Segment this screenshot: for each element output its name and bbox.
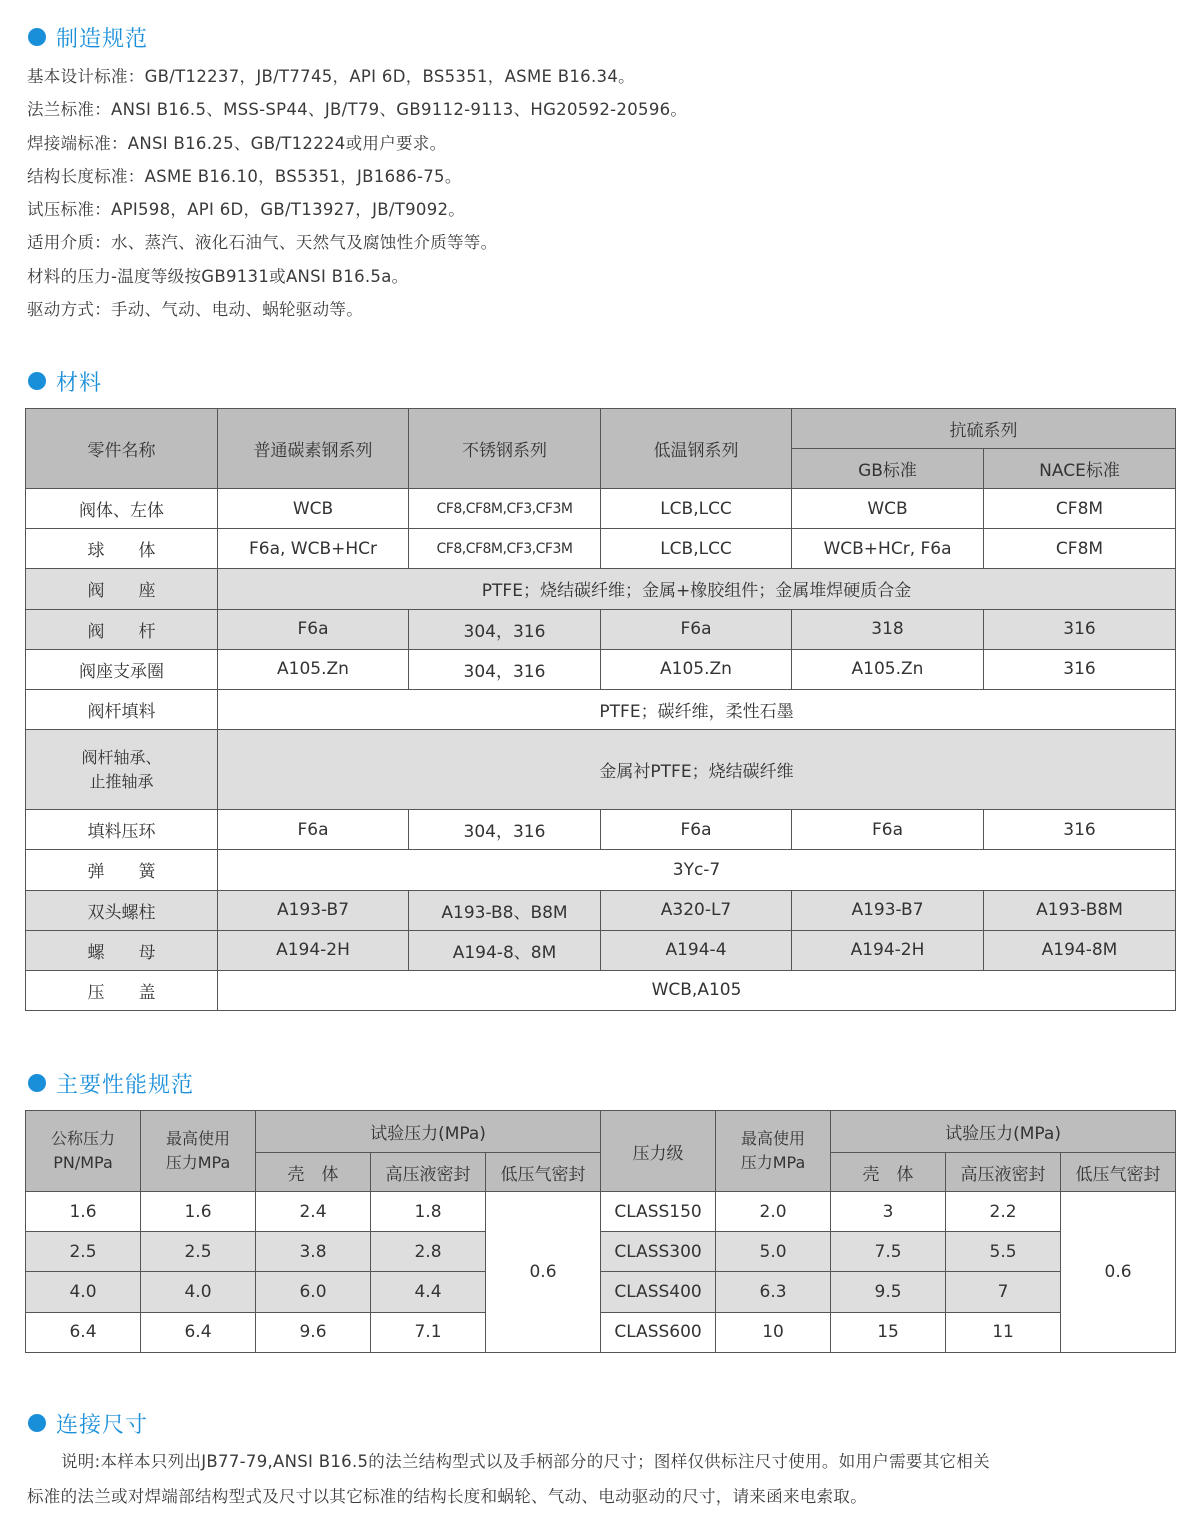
- spec-line: 结构长度标准：ASME B16.10，BS5351，JB1686-75。: [27, 166, 462, 186]
- table-cell: 304，316: [409, 609, 601, 649]
- table-row: [26, 1312, 1176, 1352]
- table-cell: 304，316: [409, 810, 601, 850]
- table-cell: F6a: [218, 609, 409, 649]
- section-title-text: 连接尺寸: [56, 1412, 149, 1438]
- header-line: 最高使用: [741, 1129, 806, 1148]
- section-title-performance: [28, 1068, 194, 1098]
- table-row: [26, 810, 1176, 850]
- spec-line: 驱动方式：手动、气动、电动、蜗轮驱动等。: [27, 300, 363, 320]
- table-cell: CF8,CF8M,CF3,CF3M: [409, 529, 601, 569]
- spec-line: 试压标准：API598，API 6D，GB/T13927，JB/T9092。: [27, 200, 466, 220]
- table-cell-lp-seal: 0.6: [1061, 1192, 1176, 1353]
- table-row: [26, 850, 1176, 890]
- table-row: [26, 930, 1176, 970]
- table-cell: 2.8: [371, 1232, 486, 1272]
- table-row: [26, 890, 1176, 930]
- table-row: [26, 569, 1176, 609]
- table-row: [26, 609, 1176, 649]
- table-cell: 5.5: [946, 1232, 1061, 1272]
- bullet-dot-icon: [28, 1074, 46, 1092]
- header-gb: GB标准: [792, 449, 984, 489]
- header-stainless: 不锈钢系列: [409, 409, 601, 489]
- connection-note: [27, 1444, 1177, 1514]
- table-cell: 阀体、左体: [26, 489, 218, 529]
- table-cell: 316: [984, 649, 1176, 689]
- table-cell: 316: [984, 609, 1176, 649]
- table-cell: 6.0: [256, 1272, 371, 1312]
- header-line: 压力MPa: [740, 1153, 806, 1172]
- table-row: [26, 1272, 1176, 1312]
- table-cell: 4.4: [371, 1272, 486, 1312]
- table-cell: F6a, WCB+HCr: [218, 529, 409, 569]
- table-cell: 球 体: [26, 529, 218, 569]
- note-line-text: 说明:本样本只列出JB77-79,ANSI B16.5的法兰结构型式以及手柄部分的尺寸；图样仅供标注尺寸使用。如用户需要其它相关: [61, 1452, 990, 1471]
- table-cell: F6a: [792, 810, 984, 850]
- table-cell: 6.4: [26, 1312, 141, 1352]
- header-shell: 壳 体: [831, 1153, 946, 1192]
- table-cell: 1.6: [26, 1192, 141, 1232]
- table-cell: 5.0: [716, 1232, 831, 1272]
- header-line: 压力MPa: [165, 1153, 231, 1172]
- header-nace: NACE标准: [984, 449, 1176, 489]
- spec-line: 焊接端标准：ANSI B16.25、GB/T12224或用户要求。: [27, 133, 447, 153]
- table-row: [26, 1232, 1176, 1272]
- table-cell: 4.0: [141, 1272, 256, 1312]
- table-cell: 7.1: [371, 1312, 486, 1352]
- header-sulfur: 抗硫系列: [792, 409, 1176, 449]
- header-max-working-pressure-class: [716, 1111, 831, 1192]
- header-line: 最高使用: [165, 1129, 230, 1148]
- table-cell: 填料压环: [26, 810, 218, 850]
- table-cell: F6a: [601, 810, 792, 850]
- table-cell: 2.5: [141, 1232, 256, 1272]
- table-cell: 2.4: [256, 1192, 371, 1232]
- note-line-text: 标准的法兰或对焊端部结构型式及尺寸以其它标准的结构长度和蜗轮、气动、电动驱动的尺寸，请来函来电索取。: [27, 1487, 867, 1506]
- table-cell: 15: [831, 1312, 946, 1352]
- table-cell: 7.5: [831, 1232, 946, 1272]
- table-cell: 1.8: [371, 1192, 486, 1232]
- table-cell: A194-4: [601, 930, 792, 970]
- spec-line: 适用介质：水、蒸汽、液化石油气、天然气及腐蚀性介质等等。: [27, 233, 498, 253]
- table-cell: 金属衬PTFE；烧结碳纤维: [218, 730, 1176, 810]
- table-cell: WCB: [792, 489, 984, 529]
- section-title-text: 制造规范: [56, 26, 149, 52]
- table-cell: 10: [716, 1312, 831, 1352]
- table-cell: A194-8M: [984, 930, 1176, 970]
- table-cell: [26, 730, 218, 810]
- header-lp-seal: 低压气密封: [1061, 1153, 1176, 1192]
- header-line: 公称压力: [50, 1129, 115, 1148]
- table-row: [26, 649, 1176, 689]
- table-cell: A194-2H: [792, 930, 984, 970]
- table-cell: CLASS300: [601, 1232, 716, 1272]
- bullet-dot-icon: [28, 28, 46, 46]
- table-cell: PTFE；碳纤维，柔性石墨: [218, 689, 1176, 729]
- table-cell: CLASS150: [601, 1192, 716, 1232]
- table-cell: 318: [792, 609, 984, 649]
- table-cell: A193-B7: [792, 890, 984, 930]
- table-cell: CF8M: [984, 529, 1176, 569]
- table-cell: F6a: [218, 810, 409, 850]
- header-lowtemp: 低温钢系列: [601, 409, 792, 489]
- table-cell: 3.8: [256, 1232, 371, 1272]
- table-cell: 弹 簧: [26, 850, 218, 890]
- table-cell: 阀座支承圈: [26, 649, 218, 689]
- header-test-pressure: 试验压力(MPa): [256, 1111, 601, 1153]
- table-cell: A193-B8、B8M: [409, 890, 601, 930]
- spec-line: 基本设计标准：GB/T12237，JB/T7745，API 6D，BS5351，ASME B16.34。: [27, 67, 635, 86]
- table-row: [26, 529, 1176, 569]
- table-cell: 6.3: [716, 1272, 831, 1312]
- section-title-text: 主要性能规范: [56, 1072, 195, 1098]
- header-max-working-pressure: [141, 1111, 256, 1192]
- spec-line: 材料的压力-温度等级按GB9131或ANSI B16.5a。: [27, 266, 409, 286]
- table-cell: LCB,LCC: [601, 489, 792, 529]
- bullet-dot-icon: [28, 1414, 46, 1432]
- material-table: [25, 408, 1176, 1011]
- bullet-dot-icon: [28, 372, 46, 390]
- table-cell: 双头螺柱: [26, 890, 218, 930]
- table-cell: A193-B7: [218, 890, 409, 930]
- header-hp-seal: 高压液密封: [371, 1153, 486, 1192]
- table-cell: PTFE；烧结碳纤维；金属+橡胶组件；金属堆焊硬质合金: [218, 569, 1176, 609]
- table-cell: WCB,A105: [218, 970, 1176, 1010]
- table-cell: CF8M: [984, 489, 1176, 529]
- table-cell: 2.5: [26, 1232, 141, 1272]
- table-cell: 阀 座: [26, 569, 218, 609]
- table-cell-lp-seal: 0.6: [486, 1192, 601, 1353]
- table-row: [26, 1192, 1176, 1232]
- table-cell: 3Yc-7: [218, 850, 1176, 890]
- header-class: 压力级: [601, 1111, 716, 1192]
- table-cell: CF8,CF8M,CF3,CF3M: [409, 489, 601, 529]
- table-cell: A105.Zn: [218, 649, 409, 689]
- table-cell: A105.Zn: [792, 649, 984, 689]
- table-cell: 2.2: [946, 1192, 1061, 1232]
- table-cell: 3: [831, 1192, 946, 1232]
- table-cell: 阀杆填料: [26, 689, 218, 729]
- table-cell: A194-2H: [218, 930, 409, 970]
- section-title-text: 材料: [56, 370, 103, 396]
- table-cell: 9.5: [831, 1272, 946, 1312]
- table-cell: 6.4: [141, 1312, 256, 1352]
- table-header-row: [26, 1111, 1176, 1153]
- header-test-pressure-class: 试验压力(MPa): [831, 1111, 1176, 1153]
- header-line: PN/MPa: [53, 1153, 113, 1172]
- table-header-row: [26, 409, 1176, 449]
- table-cell: 压 盖: [26, 970, 218, 1010]
- table-cell: 316: [984, 810, 1176, 850]
- table-cell: CLASS400: [601, 1272, 716, 1312]
- section-title-connection: [28, 1408, 148, 1438]
- table-row: [26, 689, 1176, 729]
- table-cell: 2.0: [716, 1192, 831, 1232]
- header-hp-seal: 高压液密封: [946, 1153, 1061, 1192]
- table-cell: CLASS600: [601, 1312, 716, 1352]
- table-cell: F6a: [601, 609, 792, 649]
- header-lp-seal: 低压气密封: [486, 1153, 601, 1192]
- table-row: [26, 970, 1176, 1010]
- note-line: [27, 1444, 1177, 1479]
- table-cell: A193-B8M: [984, 890, 1176, 930]
- table-cell: 7: [946, 1272, 1061, 1312]
- header-carbon: 普通碳素钢系列: [218, 409, 409, 489]
- header-part: 零件名称: [26, 409, 218, 489]
- table-row: [26, 489, 1176, 529]
- table-cell: 1.6: [141, 1192, 256, 1232]
- table-cell: 4.0: [26, 1272, 141, 1312]
- table-cell: 螺 母: [26, 930, 218, 970]
- cell-line: 阀杆轴承、: [81, 747, 162, 767]
- table-cell: 304，316: [409, 649, 601, 689]
- cell-line: 止推轴承: [89, 771, 154, 791]
- table-cell: 9.6: [256, 1312, 371, 1352]
- section-title-spec: [28, 22, 148, 52]
- table-cell: A105.Zn: [601, 649, 792, 689]
- performance-table: [25, 1110, 1176, 1353]
- table-cell: 阀 杆: [26, 609, 218, 649]
- spec-lines: [27, 60, 1177, 326]
- section-title-material: [28, 366, 102, 396]
- table-cell: WCB: [218, 489, 409, 529]
- header-shell: 壳 体: [256, 1153, 371, 1192]
- header-nominal-pressure: [26, 1111, 141, 1192]
- table-cell: 11: [946, 1312, 1061, 1352]
- spec-line: 法兰标准：ANSI B16.5、MSS-SP44、JB/T79、GB9112-9113、HG20592-20596。: [27, 100, 688, 120]
- table-cell: WCB+HCr, F6a: [792, 529, 984, 569]
- table-row: [26, 730, 1176, 810]
- table-cell: A194-8、8M: [409, 930, 601, 970]
- table-cell: A320-L7: [601, 890, 792, 930]
- table-cell: LCB,LCC: [601, 529, 792, 569]
